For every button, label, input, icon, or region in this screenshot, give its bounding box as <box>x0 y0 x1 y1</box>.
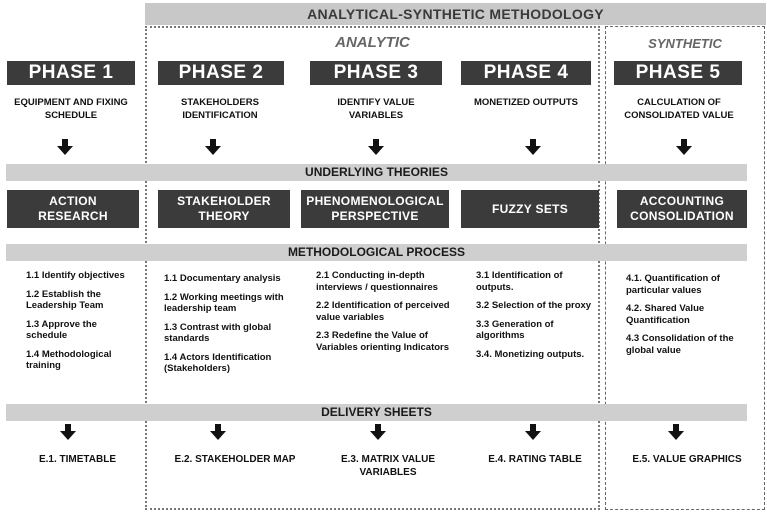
theory-line: PHENOMENOLOGICAL <box>306 194 444 208</box>
step-item: 1.1 Identify objectives <box>26 270 125 281</box>
step-item: 1.2 Establish the Leadership Team <box>26 288 104 311</box>
step-item: 4.1. Quantification of particular values <box>626 273 720 296</box>
down-arrow-icon <box>205 139 221 155</box>
phase-5-description: CALCULATION OF CONSOLIDATED VALUE <box>624 97 734 121</box>
theory-action-research <box>7 190 139 228</box>
down-arrow-icon <box>676 139 692 155</box>
step-item: 2.2 Identification of perceived value variables <box>316 300 450 323</box>
synthetic-label: SYNTHETIC <box>648 36 722 51</box>
step-item: 3.4. Monetizing outputs. <box>476 348 585 360</box>
down-arrow-icon <box>525 424 541 440</box>
theory-line: RESEARCH <box>38 209 108 223</box>
step-item: 1.3 Approve the schedule <box>26 318 97 341</box>
theory-fuzzy-sets <box>461 190 599 228</box>
phase-3-header: PHASE 3 <box>310 61 442 85</box>
phase-4-description: MONETIZED OUTPUTS <box>474 97 578 108</box>
theory-line: THEORY <box>198 209 250 223</box>
step-item: 1.4 Actors Identification (Stakeholders) <box>164 351 272 374</box>
down-arrow-icon <box>668 424 684 440</box>
step-item: 4.3 Consolidation of the global value <box>626 333 734 356</box>
theory-line: STAKEHOLDER <box>177 194 271 208</box>
theory-line: FUZZY SETS <box>491 201 569 216</box>
step-item: 2.3 Redefine the Value of Variables orienting Indicators <box>316 330 450 353</box>
down-arrow-icon <box>60 424 76 440</box>
step-item: 3.2 Selection of the proxy <box>476 300 592 311</box>
delivery-sheets-band: DELIVERY SHEETS <box>6 404 747 421</box>
deliverable-stakeholder-map: E.2. STAKEHOLDER MAP <box>174 454 296 465</box>
methodology-title: ANALYTICAL-SYNTHETIC METHODOLOGY <box>145 3 766 25</box>
phase-1-steps <box>26 270 138 379</box>
analytic-label: ANALYTIC <box>335 34 410 51</box>
phase-2-header: PHASE 2 <box>158 61 284 85</box>
phase-2-description: STAKEHOLDERS IDENTIFICATION <box>181 97 259 121</box>
phase-1-header: PHASE 1 <box>7 61 135 85</box>
theory-line: ACTION <box>49 194 97 208</box>
underlying-theories-band: UNDERLYING THEORIES <box>6 164 747 181</box>
deliverable-rating-table: E.4. RATING TABLE <box>488 454 582 465</box>
down-arrow-icon <box>210 424 226 440</box>
step-item: 1.2 Working meetings with leadership team <box>164 291 284 314</box>
step-item: 2.1 Conducting in-depth interviews / questionnaires <box>316 270 438 293</box>
down-arrow-icon <box>57 139 73 155</box>
step-item: 1.1 Documentary analysis <box>164 273 281 284</box>
phase-1-description: EQUIPMENT AND FIXING SCHEDULE <box>14 97 128 121</box>
phase-2-steps <box>164 273 292 382</box>
phase-3-description: IDENTIFY VALUE VARIABLES <box>337 97 415 121</box>
step-item: 4.2. Shared Value Quantification <box>626 303 705 326</box>
step-item: 1.3 Contrast with global standards <box>164 321 272 344</box>
theory-line: CONSOLIDATION <box>630 209 734 223</box>
theory-phenomenological <box>301 190 449 228</box>
down-arrow-icon <box>370 424 386 440</box>
theory-stakeholder <box>158 190 290 228</box>
down-arrow-icon <box>368 139 384 155</box>
phase-4-header: PHASE 4 <box>461 61 591 85</box>
step-item: 3.1 Identification of outputs. <box>476 270 563 293</box>
methodological-process-band: METHODOLOGICAL PROCESS <box>6 244 747 261</box>
step-item: 3.3 Generation of algorithms <box>476 318 554 341</box>
phase-5-steps <box>626 273 756 363</box>
phase-3-steps <box>316 270 458 360</box>
down-arrow-icon <box>525 139 541 155</box>
deliverable-timetable: E.1. TIMETABLE <box>38 454 117 465</box>
theory-accounting-consolidation <box>617 190 747 228</box>
deliverable-value-graphics: E.5. VALUE GRAPHICS <box>632 454 742 465</box>
phase-5-header: PHASE 5 <box>614 61 742 85</box>
step-item: 1.4 Methodological training <box>26 348 112 371</box>
phase-4-steps <box>476 270 596 367</box>
deliverable-matrix-value-variables: E.3. MATRIX VALUE VARIABLES <box>340 454 436 478</box>
theory-line: PERSPECTIVE <box>331 209 419 223</box>
theory-line: ACCOUNTING <box>639 194 725 208</box>
